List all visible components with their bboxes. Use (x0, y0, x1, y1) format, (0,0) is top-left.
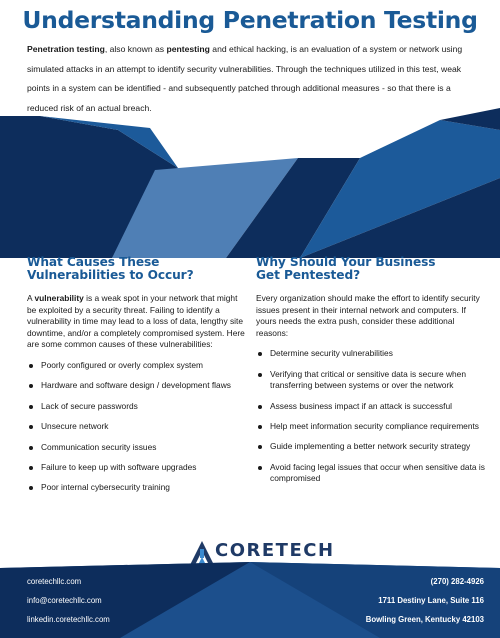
list-item (27, 442, 249, 453)
right-heading-line1: Why Should Your Business (256, 255, 436, 269)
bullet-icon (29, 384, 33, 388)
list-item-text: Assess business impact if an attack is successful (270, 400, 452, 411)
footer-address-line1: 1711 Destiny Lane, Suite 116 (378, 596, 484, 605)
intro-text-1: , also known as (104, 44, 167, 54)
list-item (256, 348, 488, 359)
intro-term-pentesting: pentesting (166, 44, 210, 54)
right-heading (256, 256, 488, 282)
intro-paragraph (27, 40, 479, 118)
footer-address-line2: Bowling Green, Kentucky 42103 (365, 615, 484, 624)
reasons-list (256, 348, 488, 484)
bullet-icon (258, 352, 262, 356)
list-item (27, 421, 249, 432)
left-body-prefix: A (27, 293, 35, 303)
list-item-text: Failure to keep up with software upgrades (41, 462, 197, 472)
left-column (27, 256, 249, 503)
list-item (27, 360, 249, 371)
decorative-banner (0, 108, 500, 258)
footer-contact-left (27, 576, 110, 633)
list-item-text: Poor internal cybersecurity training (41, 482, 170, 493)
causes-list (27, 360, 249, 494)
list-item (27, 380, 249, 391)
list-item-text: Hardware and software design / development flaws (41, 380, 231, 391)
list-item (256, 401, 488, 412)
footer-website-link[interactable]: coretechllc.com (27, 577, 82, 586)
right-body: Every organization should make the effort to identify security issues present in their internal network and computers. If yours needs the extra push, consider these additional reasons: (256, 293, 480, 338)
list-item-text: Help meet information security compliance requirements (270, 421, 479, 431)
list-item-text: Guide implementing a better network security strategy (270, 441, 471, 452)
bullet-icon (258, 466, 262, 470)
page-title: Understanding Penetration Testing (22, 6, 478, 34)
list-item-text: Unsecure network (41, 421, 109, 432)
list-item (256, 441, 488, 452)
list-item-text: Verifying that critical or sensitive data is secure when transferring between systems or over the network (270, 368, 466, 391)
bullet-icon (29, 446, 33, 450)
left-body (27, 293, 249, 351)
bullet-icon (29, 364, 33, 368)
list-item-text: Avoid facing legal issues that occur when sensitive data is compromised (270, 461, 485, 484)
list-item (256, 421, 488, 432)
logo-mark-bar (200, 549, 204, 558)
bullet-icon (29, 486, 33, 490)
bullet-icon (29, 425, 33, 429)
list-item (256, 369, 488, 392)
right-heading-line2: Get Pentested? (256, 268, 361, 282)
list-item (27, 401, 249, 412)
bullet-icon (29, 405, 33, 409)
bullet-icon (258, 405, 262, 409)
left-body-rest: is a weak spot in your network that might be exploited by a security threat. Failing to identify a vulnerability in time may lead to a loss of data, lengthy site downtime, and/or a completely compromised system. Here are some common causes of these vulnerabilities: (27, 293, 245, 350)
list-item-text: Determine security vulnerabilities (270, 348, 393, 359)
left-heading-line2: Vulnerabilities to Occur? (27, 268, 194, 282)
footer-linkedin-link[interactable]: linkedin.coretechllc.com (27, 615, 110, 624)
list-item (27, 482, 249, 493)
footer-contact-right (366, 576, 484, 633)
list-item-text: Lack of secure passwords (41, 400, 138, 411)
left-body-term: vulnerability (34, 293, 84, 303)
bullet-icon (258, 445, 262, 449)
intro-text-2: and ethical hacking, is an evaluation of a system or network using simulated attacks in an attempt to identify security vulnerabilities. Through the techniques utilized in this test, weak points in a system can be identified - and subsequently patched through additional measures - so that there is a reduced risk of an actual breach. (27, 44, 463, 113)
footer-email-link[interactable]: info@coretechllc.com (27, 596, 102, 605)
list-item (27, 462, 249, 473)
bullet-icon (258, 425, 262, 429)
bullet-icon (258, 373, 262, 377)
intro-term-penetration-testing: Penetration testing (27, 44, 105, 54)
footer-phone: (270) 282-4926 (430, 577, 484, 586)
left-heading-line1: What Causes These (27, 255, 160, 269)
left-heading (27, 256, 249, 282)
list-item (256, 462, 488, 485)
right-column (256, 256, 488, 494)
list-item-text: Poorly configured or overly complex system (41, 359, 203, 370)
logo-text: CORETECH (215, 540, 335, 561)
bullet-icon (29, 466, 33, 470)
list-item-text: Communication security issues (41, 441, 157, 452)
